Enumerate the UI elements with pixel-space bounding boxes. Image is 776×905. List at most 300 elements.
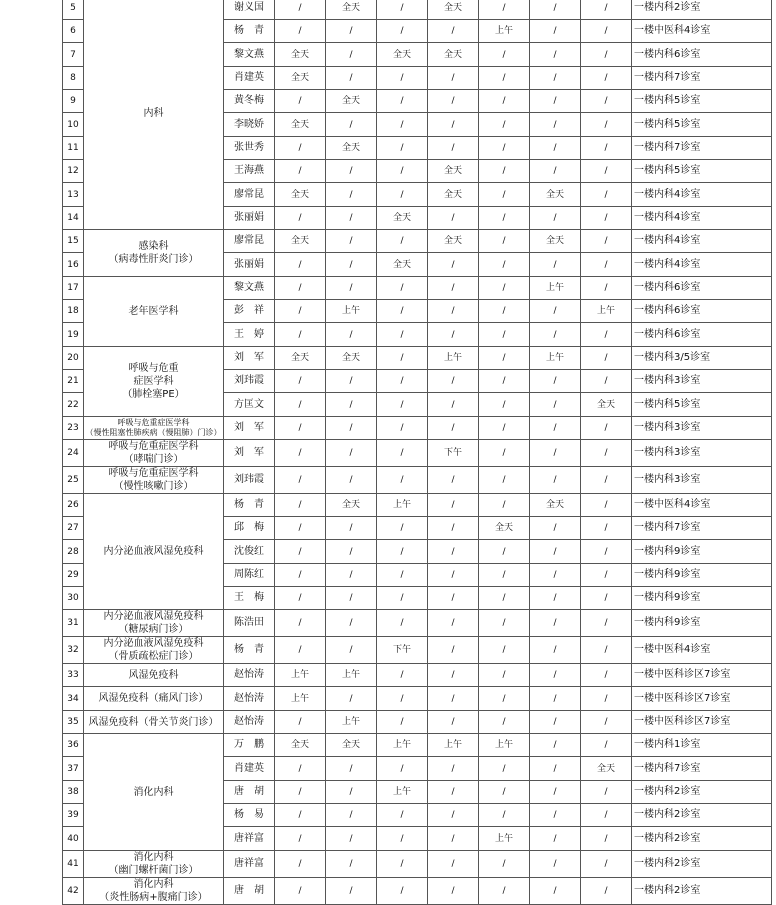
- schedule-cell: 上午: [479, 734, 530, 757]
- schedule-cell: /: [479, 610, 530, 637]
- schedule-cell: 上午: [275, 664, 326, 687]
- table-row: [63, 734, 772, 757]
- schedule-cell: /: [581, 253, 632, 277]
- schedule-cell: 全天: [275, 230, 326, 253]
- doctor-name: 谢义国: [224, 0, 275, 20]
- schedule-cell: /: [275, 467, 326, 494]
- table-row: [63, 467, 772, 494]
- schedule-cell: /: [479, 230, 530, 253]
- schedule-cell: /: [326, 587, 377, 610]
- department-name: 呼吸与危重症医学科: [108, 468, 199, 479]
- schedule-cell: /: [326, 878, 377, 905]
- clinic-location: 一楼中医科诊区7诊室: [632, 711, 772, 734]
- table-row: [63, 347, 772, 370]
- row-number: 40: [63, 827, 84, 851]
- department-name: （骨质疏松症门诊）: [108, 651, 199, 662]
- schedule-cell: 上午: [428, 347, 479, 370]
- doctor-name: 刘 军: [224, 417, 275, 440]
- schedule-cell: /: [275, 417, 326, 440]
- schedule-cell: /: [581, 370, 632, 393]
- table-row: [63, 687, 772, 711]
- department-cell: [84, 0, 224, 230]
- schedule-cell: 上午: [581, 300, 632, 323]
- schedule-cell: /: [326, 370, 377, 393]
- clinic-location: 一楼内科1诊室: [632, 734, 772, 757]
- schedule-cell: /: [275, 393, 326, 417]
- clinic-location: 一楼内科6诊室: [632, 43, 772, 67]
- schedule-cell: 全天: [428, 230, 479, 253]
- schedule-cell: /: [377, 664, 428, 687]
- schedule-cell: /: [377, 711, 428, 734]
- schedule-cell: /: [377, 610, 428, 637]
- schedule-cell: /: [377, 20, 428, 43]
- clinic-location: 一楼内科6诊室: [632, 277, 772, 300]
- row-number: 33: [63, 664, 84, 687]
- doctor-name: 唐 胡: [224, 781, 275, 804]
- row-number: 11: [63, 137, 84, 160]
- schedule-cell: /: [581, 564, 632, 587]
- schedule-cell: /: [581, 90, 632, 113]
- schedule-cell: /: [326, 207, 377, 230]
- schedule-cell: /: [428, 393, 479, 417]
- doctor-name: 陈浩田: [224, 610, 275, 637]
- department-name: 内分泌血液风湿免疫科: [103, 611, 204, 622]
- clinic-location: 一楼内科7诊室: [632, 757, 772, 781]
- schedule-cell: /: [530, 664, 581, 687]
- schedule-cell: /: [428, 664, 479, 687]
- schedule-cell: 全天: [581, 757, 632, 781]
- schedule-cell: /: [530, 467, 581, 494]
- schedule-cell: /: [326, 467, 377, 494]
- schedule-cell: /: [479, 300, 530, 323]
- schedule-cell: /: [275, 711, 326, 734]
- schedule-cell: /: [479, 277, 530, 300]
- row-number: 29: [63, 564, 84, 587]
- schedule-cell: /: [530, 540, 581, 564]
- schedule-cell: /: [479, 781, 530, 804]
- schedule-cell: /: [479, 253, 530, 277]
- row-number: 23: [63, 417, 84, 440]
- department-name: （幽门螺杆菌门诊）: [108, 865, 199, 876]
- department-cell: [84, 878, 224, 905]
- table-row: [63, 711, 772, 734]
- schedule-cell: /: [275, 637, 326, 664]
- schedule-cell: /: [275, 207, 326, 230]
- clinic-location: 一楼内科2诊室: [632, 827, 772, 851]
- schedule-cell: /: [581, 637, 632, 664]
- schedule-cell: /: [377, 804, 428, 827]
- schedule-cell: /: [428, 757, 479, 781]
- clinic-location: 一楼内科3诊室: [632, 370, 772, 393]
- row-number: 5: [63, 0, 84, 20]
- schedule-cell: 全天: [326, 734, 377, 757]
- schedule-cell: 上午: [428, 734, 479, 757]
- schedule-cell: 下午: [377, 637, 428, 664]
- department-cell: [84, 440, 224, 467]
- department-name: 风湿免疫科（痛风门诊）: [98, 693, 209, 704]
- department-cell: [84, 637, 224, 664]
- clinic-location: 一楼内科2诊室: [632, 804, 772, 827]
- schedule-cell: /: [530, 851, 581, 878]
- schedule-cell: /: [479, 494, 530, 517]
- schedule-cell: /: [377, 417, 428, 440]
- schedule-cell: /: [377, 540, 428, 564]
- doctor-name: 赵怡涛: [224, 687, 275, 711]
- schedule-cell: /: [428, 300, 479, 323]
- clinic-location: 一楼内科5诊室: [632, 393, 772, 417]
- schedule-cell: /: [275, 20, 326, 43]
- clinic-location: 一楼内科3/5诊室: [632, 347, 772, 370]
- table-row: [63, 851, 772, 878]
- row-number: 38: [63, 781, 84, 804]
- schedule-cell: /: [275, 137, 326, 160]
- clinic-location: 一楼内科9诊室: [632, 587, 772, 610]
- doctor-name: 杨 易: [224, 804, 275, 827]
- schedule-cell: /: [275, 878, 326, 905]
- schedule-cell: /: [479, 183, 530, 207]
- clinic-location: 一楼内科6诊室: [632, 323, 772, 347]
- row-number: 21: [63, 370, 84, 393]
- schedule-cell: /: [428, 587, 479, 610]
- schedule-cell: /: [581, 417, 632, 440]
- schedule-cell: /: [479, 0, 530, 20]
- schedule-cell: /: [377, 687, 428, 711]
- schedule-cell: /: [275, 160, 326, 183]
- schedule-cell: /: [428, 494, 479, 517]
- schedule-cell: /: [428, 67, 479, 90]
- clinic-location: 一楼内科9诊室: [632, 610, 772, 637]
- doctor-name: 杨 青: [224, 494, 275, 517]
- schedule-cell: /: [479, 851, 530, 878]
- schedule-cell: /: [428, 637, 479, 664]
- department-cell: [84, 610, 224, 637]
- schedule-cell: /: [530, 90, 581, 113]
- schedule-cell: 全天: [428, 43, 479, 67]
- schedule-cell: /: [275, 494, 326, 517]
- schedule-cell: /: [428, 90, 479, 113]
- schedule-cell: 全天: [581, 393, 632, 417]
- row-number: 30: [63, 587, 84, 610]
- row-number: 26: [63, 494, 84, 517]
- row-number: 9: [63, 90, 84, 113]
- schedule-cell: /: [479, 43, 530, 67]
- schedule-cell: /: [428, 467, 479, 494]
- doctor-name: 邱 梅: [224, 517, 275, 540]
- department-name: （慢性阻塞性肺疾病（慢阻肺）门诊）: [85, 428, 222, 437]
- schedule-cell: /: [479, 370, 530, 393]
- doctor-name: 黎文燕: [224, 43, 275, 67]
- schedule-cell: /: [530, 0, 581, 20]
- schedule-cell: 全天: [275, 734, 326, 757]
- schedule-cell: /: [581, 160, 632, 183]
- department-cell: [84, 664, 224, 687]
- schedule-cell: /: [479, 804, 530, 827]
- table-row: [63, 417, 772, 440]
- schedule-cell: /: [326, 757, 377, 781]
- schedule-cell: /: [377, 323, 428, 347]
- schedule-cell: /: [581, 137, 632, 160]
- row-number: 20: [63, 347, 84, 370]
- schedule-cell: /: [479, 67, 530, 90]
- schedule-cell: /: [530, 878, 581, 905]
- row-number: 7: [63, 43, 84, 67]
- schedule-cell: 全天: [275, 67, 326, 90]
- schedule-cell: /: [479, 587, 530, 610]
- clinic-location: 一楼内科4诊室: [632, 183, 772, 207]
- schedule-cell: /: [530, 587, 581, 610]
- schedule-cell: /: [581, 610, 632, 637]
- schedule-cell: /: [326, 67, 377, 90]
- schedule-cell: /: [479, 207, 530, 230]
- row-number: 13: [63, 183, 84, 207]
- schedule-cell: /: [581, 878, 632, 905]
- schedule-cell: /: [581, 494, 632, 517]
- schedule-cell: /: [428, 517, 479, 540]
- schedule-cell: /: [326, 781, 377, 804]
- row-number: 31: [63, 610, 84, 637]
- schedule-cell: /: [428, 610, 479, 637]
- schedule-cell: /: [428, 417, 479, 440]
- schedule-table: [62, 0, 772, 905]
- department-name: 消化内科: [133, 852, 174, 863]
- row-number: 14: [63, 207, 84, 230]
- schedule-cell: /: [326, 637, 377, 664]
- schedule-cell: 全天: [326, 137, 377, 160]
- table-row: [63, 277, 772, 300]
- schedule-cell: /: [530, 300, 581, 323]
- clinic-location: 一楼内科9诊室: [632, 540, 772, 564]
- schedule-cell: /: [326, 517, 377, 540]
- department-cell: [84, 230, 224, 277]
- schedule-cell: /: [326, 687, 377, 711]
- clinic-location: 一楼中医科诊区7诊室: [632, 664, 772, 687]
- schedule-cell: /: [275, 440, 326, 467]
- schedule-cell: /: [275, 90, 326, 113]
- schedule-cell: /: [428, 20, 479, 43]
- schedule-cell: /: [275, 851, 326, 878]
- row-number: 22: [63, 393, 84, 417]
- clinic-location: 一楼内科7诊室: [632, 67, 772, 90]
- schedule-cell: /: [275, 370, 326, 393]
- schedule-cell: /: [326, 277, 377, 300]
- schedule-cell: /: [377, 467, 428, 494]
- schedule-cell: 全天: [479, 517, 530, 540]
- department-name: 内科: [143, 107, 164, 119]
- schedule-cell: /: [479, 417, 530, 440]
- schedule-cell: /: [377, 393, 428, 417]
- schedule-cell: /: [581, 781, 632, 804]
- schedule-cell: /: [530, 43, 581, 67]
- schedule-cell: /: [275, 804, 326, 827]
- doctor-name: 黄冬梅: [224, 90, 275, 113]
- doctor-name: 黎文燕: [224, 277, 275, 300]
- schedule-cell: 全天: [326, 347, 377, 370]
- schedule-cell: /: [581, 207, 632, 230]
- schedule-cell: /: [581, 687, 632, 711]
- schedule-cell: /: [275, 610, 326, 637]
- row-number: 12: [63, 160, 84, 183]
- schedule-cell: /: [326, 20, 377, 43]
- clinic-location: 一楼内科7诊室: [632, 517, 772, 540]
- table-row: [63, 440, 772, 467]
- schedule-cell: /: [530, 440, 581, 467]
- schedule-cell: /: [275, 517, 326, 540]
- schedule-cell: /: [275, 757, 326, 781]
- schedule-cell: /: [530, 711, 581, 734]
- schedule-cell: 全天: [326, 90, 377, 113]
- schedule-cell: 全天: [530, 494, 581, 517]
- schedule-cell: /: [377, 827, 428, 851]
- schedule-cell: 全天: [377, 207, 428, 230]
- row-number: 24: [63, 440, 84, 467]
- schedule-cell: /: [479, 564, 530, 587]
- row-number: 17: [63, 277, 84, 300]
- doctor-name: 刘玮霞: [224, 370, 275, 393]
- schedule-cell: /: [377, 587, 428, 610]
- department-cell: [84, 467, 224, 494]
- doctor-name: 李晓娇: [224, 113, 275, 137]
- department-name: 老年医学科: [128, 306, 179, 317]
- doctor-name: 张世秀: [224, 137, 275, 160]
- schedule-cell: /: [326, 540, 377, 564]
- schedule-cell: /: [326, 851, 377, 878]
- department-name: 感染科: [138, 241, 169, 252]
- row-number: 25: [63, 467, 84, 494]
- row-number: 36: [63, 734, 84, 757]
- schedule-cell: 上午: [377, 734, 428, 757]
- doctor-name: 唐祥富: [224, 827, 275, 851]
- doctor-name: 刘 军: [224, 347, 275, 370]
- schedule-cell: /: [479, 757, 530, 781]
- schedule-cell: 上午: [377, 494, 428, 517]
- doctor-name: 杨 青: [224, 20, 275, 43]
- doctor-name: 张丽娟: [224, 207, 275, 230]
- table-row: [63, 878, 772, 905]
- schedule-cell: /: [581, 540, 632, 564]
- schedule-cell: /: [530, 757, 581, 781]
- schedule-cell: /: [377, 67, 428, 90]
- schedule-cell: /: [581, 851, 632, 878]
- schedule-cell: /: [530, 67, 581, 90]
- row-number: 28: [63, 540, 84, 564]
- clinic-location: 一楼内科3诊室: [632, 440, 772, 467]
- schedule-cell: /: [479, 137, 530, 160]
- schedule-cell: /: [377, 230, 428, 253]
- doctor-name: 刘 军: [224, 440, 275, 467]
- department-cell: [84, 277, 224, 347]
- schedule-cell: /: [377, 183, 428, 207]
- department-name: （糖尿病门诊）: [118, 624, 189, 635]
- row-number: 15: [63, 230, 84, 253]
- schedule-cell: 全天: [275, 43, 326, 67]
- schedule-cell: 全天: [326, 0, 377, 20]
- schedule-cell: /: [326, 43, 377, 67]
- schedule-cell: /: [581, 711, 632, 734]
- department-name: 风湿免疫科: [128, 669, 179, 681]
- schedule-cell: /: [275, 253, 326, 277]
- schedule-cell: /: [479, 393, 530, 417]
- schedule-cell: 全天: [275, 113, 326, 137]
- department-name: 消化内科: [133, 879, 174, 890]
- schedule-cell: /: [326, 440, 377, 467]
- schedule-cell: 全天: [530, 183, 581, 207]
- table-row: [63, 664, 772, 687]
- clinic-location: 一楼内科4诊室: [632, 207, 772, 230]
- schedule-cell: /: [326, 230, 377, 253]
- doctor-name: 沈俊红: [224, 540, 275, 564]
- schedule-cell: 全天: [428, 160, 479, 183]
- row-number: 27: [63, 517, 84, 540]
- clinic-location: 一楼内科2诊室: [632, 0, 772, 20]
- clinic-location: 一楼中医科4诊室: [632, 494, 772, 517]
- schedule-cell: /: [377, 90, 428, 113]
- schedule-cell: /: [479, 711, 530, 734]
- schedule-cell: /: [581, 467, 632, 494]
- schedule-cell: 全天: [275, 183, 326, 207]
- schedule-cell: /: [479, 637, 530, 664]
- row-number: 42: [63, 878, 84, 905]
- schedule-cell: /: [530, 637, 581, 664]
- schedule-cell: /: [581, 587, 632, 610]
- department-name: 内分泌血液风湿免疫科: [103, 546, 204, 557]
- schedule-cell: /: [428, 113, 479, 137]
- row-number: 8: [63, 67, 84, 90]
- schedule-cell: /: [275, 564, 326, 587]
- doctor-name: 肖建英: [224, 757, 275, 781]
- schedule-cell: /: [377, 440, 428, 467]
- schedule-cell: /: [530, 827, 581, 851]
- schedule-cell: /: [428, 781, 479, 804]
- clinic-location: 一楼内科2诊室: [632, 878, 772, 905]
- schedule-cell: /: [530, 160, 581, 183]
- department-name: （病毒性肝炎门诊）: [108, 254, 199, 265]
- row-number: 10: [63, 113, 84, 137]
- schedule-cell: /: [377, 517, 428, 540]
- doctor-name: 彭 祥: [224, 300, 275, 323]
- department-name: （肺栓塞PE）: [122, 389, 185, 400]
- schedule-cell: /: [530, 113, 581, 137]
- clinic-location: 一楼中医科4诊室: [632, 637, 772, 664]
- schedule-cell: /: [581, 440, 632, 467]
- doctor-name: 廖常昆: [224, 183, 275, 207]
- schedule-cell: /: [326, 253, 377, 277]
- schedule-cell: 全天: [530, 230, 581, 253]
- schedule-cell: /: [530, 804, 581, 827]
- schedule-cell: /: [581, 230, 632, 253]
- doctor-name: 周陈红: [224, 564, 275, 587]
- schedule-cell: /: [377, 160, 428, 183]
- schedule-cell: /: [428, 137, 479, 160]
- doctor-name: 方匡文: [224, 393, 275, 417]
- clinic-location: 一楼内科2诊室: [632, 781, 772, 804]
- schedule-cell: /: [581, 804, 632, 827]
- schedule-cell: /: [479, 90, 530, 113]
- schedule-cell: /: [479, 467, 530, 494]
- schedule-cell: /: [581, 20, 632, 43]
- schedule-cell: /: [479, 878, 530, 905]
- schedule-cell: 全天: [377, 253, 428, 277]
- department-name: （慢性咳嗽门诊）: [113, 481, 194, 492]
- schedule-cell: 上午: [326, 711, 377, 734]
- schedule-cell: /: [530, 20, 581, 43]
- schedule-cell: /: [581, 323, 632, 347]
- clinic-location: 一楼内科2诊室: [632, 851, 772, 878]
- clinic-location: 一楼内科4诊室: [632, 253, 772, 277]
- schedule-cell: 全天: [428, 0, 479, 20]
- department-cell: [84, 734, 224, 851]
- clinic-location: 一楼内科7诊室: [632, 137, 772, 160]
- schedule-cell: /: [428, 851, 479, 878]
